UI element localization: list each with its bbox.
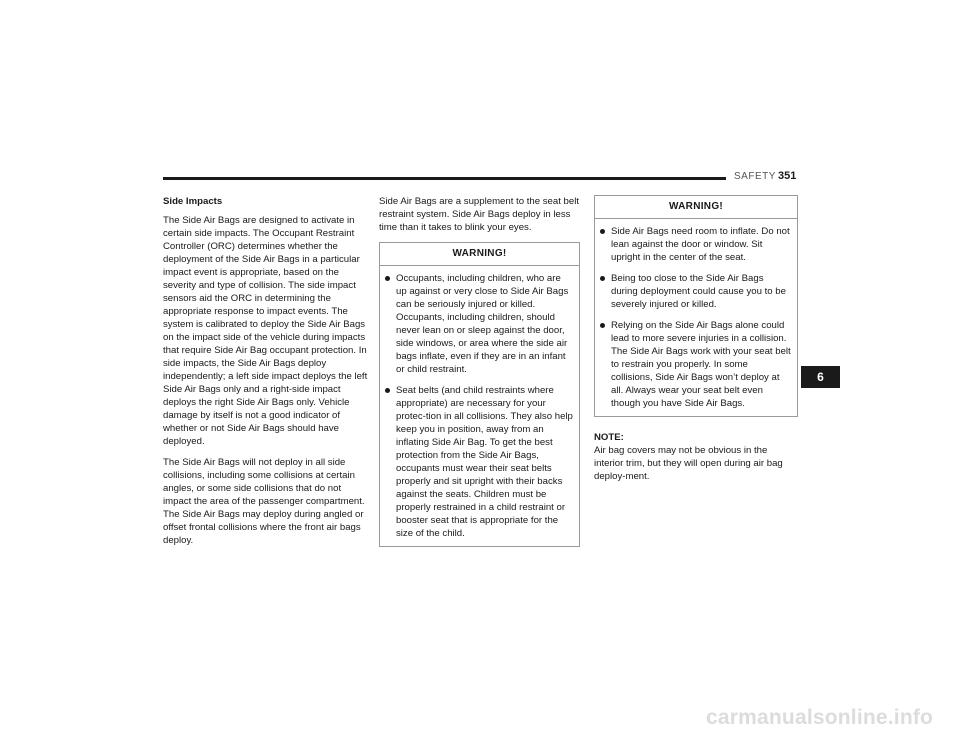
warning-item-text: Seat belts (and child restraints where appropriate) are necessary for your protec-tion in all collisions. They also help keep you in position, away from an inflating Side Air Bag. To get the best protection from the Side Air Bags, occupants must wear their seat belts properly and sit upright with their backs against the seats. Children must be properly restrained in a child restraint or booster seat that is appropriate for the size of the child. xyxy=(396,385,573,539)
chapter-tab: 6 xyxy=(801,366,840,388)
watermark: carmanualsonline.info xyxy=(706,706,934,729)
note xyxy=(594,431,798,483)
warning-item-text: Side Air Bags need room to inflate. Do not lean against the door or window. Sit upright in the center of the seat. xyxy=(611,226,790,263)
warning-list xyxy=(595,219,797,416)
warning-item xyxy=(380,272,573,376)
side-impacts-heading: Side Impacts xyxy=(163,196,223,207)
warning-item xyxy=(595,272,791,311)
warning-box xyxy=(379,242,580,547)
header-rule xyxy=(163,177,726,180)
bullet-icon xyxy=(385,388,390,393)
bullet-icon xyxy=(600,229,605,234)
note-label: NOTE: xyxy=(594,432,624,443)
warning-list xyxy=(380,266,579,546)
warning-item xyxy=(380,384,573,540)
warning-item-text: Being too close to the Side Air Bags during deployment could cause you to be severely injured or killed. xyxy=(611,273,786,310)
column-3 xyxy=(594,195,798,491)
page-number: 351 xyxy=(778,170,797,182)
bullet-icon xyxy=(385,276,390,281)
warning-item xyxy=(595,319,791,410)
warning-title: WARNING! xyxy=(595,196,797,219)
intro-paragraph: Side Air Bags are a supplement to the seat belt restraint system. Side Air Bags deploy in less time than it takes to blink your eyes. xyxy=(379,196,579,233)
note-text: Air bag covers may not be obvious in the interior trim, but they will open during air bag deploy-ment. xyxy=(594,445,783,482)
warning-item-text: Relying on the Side Air Bags alone could lead to more severe injuries in a collision. The Side Air Bags work with your seat belt to restrain you properly. In some collisions, Side Air Bags won’t deploy at all. Always wear your seat belt even though you have Side Air Bags. xyxy=(611,320,791,409)
bullet-icon xyxy=(600,276,605,281)
bullet-icon xyxy=(600,323,605,328)
paragraph: The Side Air Bags are designed to activate in certain side impacts. The Occupant Restraint Controller (ORC) determines whether the deployment of the Side Air Bags in a particular impact event is appropriate, based on the severity and type of collision. The side impact sensors aid the ORC in determining the appropriate response to impact events. The system is calibrated to deploy the Side Air Bags on the impact side of the vehicle during impacts that require Side Air Bag occupant protection. In side impacts, the Side Air Bags deploy independently; a left side impact deploys the left Side Air Bags only and a right-side impact deploys the right Side Air Bags only. Vehicle damage by itself is not a good indicator of whether or not Side Air Bags should have deployed. xyxy=(163,215,368,447)
warning-item-text: Occupants, including children, who are up against or very close to Side Air Bags can be seriously injured or killed. Occupants, including children, should never lean on or sleep against the door, side windows, or area where the side air bags inflate, even if they are in an infant or child restraint. xyxy=(396,273,569,375)
column-1 xyxy=(163,195,368,555)
warning-item xyxy=(595,225,791,264)
warning-title: WARNING! xyxy=(380,243,579,266)
running-header-section: SAFETY xyxy=(734,171,776,182)
paragraph: The Side Air Bags will not deploy in all side collisions, including some collisions at certain angles, or some side collisions that do not impact the area of the passenger compartment. The Side Air Bags may deploy during angled or offset frontal collisions where the front air bags deploy. xyxy=(163,457,365,546)
column-2 xyxy=(379,195,580,547)
warning-box xyxy=(594,195,798,417)
